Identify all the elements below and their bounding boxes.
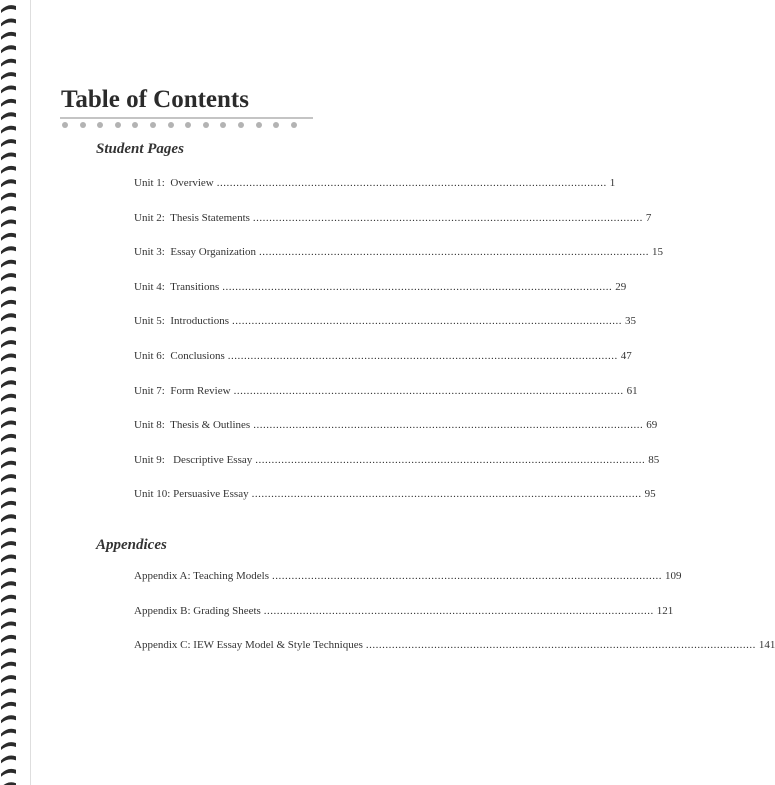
- toc-entry-page-number: 29: [615, 280, 627, 293]
- spiral-coil: [1, 45, 16, 53]
- decorative-dot: [62, 122, 68, 128]
- decorative-dot: [238, 122, 244, 128]
- decorative-dot: [291, 122, 297, 128]
- spiral-coil: [1, 193, 16, 201]
- spiral-coil: [1, 340, 16, 348]
- spiral-coil: [1, 715, 16, 723]
- toc-entry-label: Unit 5: Introductions: [134, 315, 230, 328]
- decorative-dot: [203, 122, 209, 128]
- spiral-coil: [1, 434, 16, 442]
- decorative-dot: [220, 122, 226, 128]
- spiral-coil: [1, 702, 16, 710]
- spiral-coil: [1, 662, 16, 670]
- dot-leader: ........................................................................................................................: [253, 419, 644, 432]
- spiral-coil: [1, 501, 16, 509]
- spiral-coil: [1, 394, 16, 402]
- decorative-dot: [150, 122, 156, 128]
- spiral-binding: [0, 0, 20, 785]
- decorative-dot: [115, 122, 121, 128]
- spiral-coil: [1, 153, 16, 161]
- toc-entry-label: Unit 6: Conclusions: [134, 350, 225, 362]
- spiral-coil: [1, 622, 16, 630]
- spiral-coil: [1, 648, 16, 656]
- spiral-coil: [1, 407, 16, 415]
- spiral-coil: [1, 581, 16, 589]
- toc-entry-page-number: 35: [625, 315, 637, 328]
- dot-leader: ........................................................................................................................: [255, 453, 646, 466]
- dot-leader: ........................................................................................................................: [259, 246, 649, 259]
- toc-entry-label: Appendix B: Grading Sheets: [134, 604, 261, 617]
- toc-entry-label: Unit 8: Thesis & Outlines: [134, 419, 251, 432]
- toc-entry-label: Appendix A: Teaching Models: [134, 570, 269, 582]
- spiral-coil: [1, 514, 16, 522]
- toc-entry-page-number: 47: [620, 350, 632, 362]
- dot-leader: ........................................................................................................................: [365, 639, 756, 651]
- decorative-dot: [256, 122, 262, 128]
- spiral-coil: [1, 756, 16, 764]
- spiral-coil: [1, 99, 16, 107]
- spiral-coil: [1, 72, 16, 80]
- spiral-coil: [1, 555, 16, 563]
- toc-entry: [134, 246, 663, 259]
- toc-entry: [134, 177, 616, 189]
- spiral-coil: [1, 488, 16, 496]
- spiral-coil: [1, 86, 16, 94]
- toc-entry-page-number: 69: [646, 419, 658, 432]
- spiral-coil: [1, 287, 16, 295]
- spiral-coil: [1, 220, 16, 228]
- toc-entry-page-number: 121: [656, 604, 674, 617]
- spiral-coil: [1, 313, 16, 321]
- spiral-coil: [1, 246, 16, 254]
- spiral-coil: [1, 112, 16, 120]
- toc-entry-label: Appendix C: IEW Essay Model & Style Techniques: [134, 639, 363, 651]
- spiral-coil: [1, 19, 16, 27]
- toc-entry-label: Unit 9: Descriptive Essay: [134, 453, 253, 466]
- spiral-coil: [1, 5, 16, 13]
- toc-entry-label: Unit 10: Persuasive Essay: [134, 488, 249, 501]
- toc-entry-label: Unit 1: Overview: [134, 177, 214, 189]
- decorative-dot: [80, 122, 86, 128]
- decorative-dot: [273, 122, 279, 128]
- spiral-coil: [1, 461, 16, 469]
- dot-leader: ........................................................................................................................: [252, 211, 643, 224]
- spiral-coil: [1, 260, 16, 268]
- decorative-dot: [132, 122, 138, 128]
- spiral-coil: [1, 179, 16, 187]
- toc-entry: [134, 488, 656, 501]
- decorative-dot: [97, 122, 103, 128]
- toc-entry-page-number: 1: [609, 177, 616, 189]
- toc-entry-label: Unit 7: Form Review: [134, 384, 231, 397]
- spiral-coil: [1, 541, 16, 549]
- spiral-coil: [1, 568, 16, 576]
- toc-entry: [134, 419, 658, 432]
- dot-leader: ........................................................................................................................: [222, 280, 613, 293]
- spiral-coil: [1, 595, 16, 603]
- toc-entry-page-number: 7: [645, 211, 652, 224]
- toc-entry: [134, 315, 637, 328]
- dot-leader: ........................................................................................................................: [233, 384, 624, 397]
- spiral-coil: [1, 447, 16, 455]
- spiral-coil: [1, 233, 16, 241]
- spiral-coil: [1, 126, 16, 134]
- spiral-coil: [1, 327, 16, 335]
- spiral-coil: [1, 367, 16, 375]
- toc-entry-label: Unit 3: Essay Organization: [134, 246, 256, 259]
- toc-entry-page-number: 61: [626, 384, 638, 397]
- decorative-dot: [168, 122, 174, 128]
- spiral-coil: [1, 608, 16, 616]
- dot-leader: ........................................................................................................................: [232, 315, 623, 328]
- spiral-coil: [1, 742, 16, 750]
- spiral-coil: [1, 139, 16, 147]
- toc-entry-page-number: 141: [758, 639, 775, 651]
- dot-leader: ........................................................................................................................: [227, 350, 618, 362]
- toc-entry-page-number: 109: [664, 570, 682, 582]
- spiral-coil: [1, 354, 16, 362]
- toc-entry-label: Unit 2: Thesis Statements: [134, 211, 250, 224]
- toc-entry-page-number: 15: [652, 246, 663, 259]
- dot-leader: ........................................................................................................................: [251, 488, 642, 501]
- spiral-coil: [1, 166, 16, 174]
- spiral-coil: [1, 689, 16, 697]
- page-edge: [30, 0, 31, 785]
- spiral-coil: [1, 273, 16, 281]
- spiral-coil: [1, 729, 16, 737]
- dot-leader: ........................................................................................................................: [271, 570, 662, 582]
- dot-leader: ........................................................................................................................: [216, 177, 607, 189]
- toc-entry: [134, 639, 775, 651]
- spiral-coil: [1, 635, 16, 643]
- spiral-coil: [1, 421, 16, 429]
- toc-entry: [134, 570, 682, 582]
- toc-entry: [134, 280, 627, 293]
- spiral-coil: [1, 474, 16, 482]
- toc-entry: [134, 453, 660, 466]
- toc-entry-page-number: 85: [648, 453, 660, 466]
- dot-leader: ........................................................................................................................: [263, 604, 654, 617]
- spiral-coil: [1, 59, 16, 67]
- section-heading-student-pages: Student Pages: [96, 141, 184, 157]
- spiral-coil: [1, 300, 16, 308]
- toc-entry: [134, 211, 652, 224]
- spiral-coil: [1, 206, 16, 214]
- spiral-coil: [1, 675, 16, 683]
- spiral-coil: [1, 380, 16, 388]
- toc-entry: [134, 384, 638, 397]
- title-underline: [60, 117, 313, 119]
- spiral-coil: [1, 769, 16, 777]
- spiral-coil: [1, 32, 16, 40]
- decorative-dot: [185, 122, 191, 128]
- toc-entry-label: Unit 4: Transitions: [134, 280, 220, 293]
- section-heading-appendices: Appendices: [96, 537, 167, 553]
- decorative-dot-row: [62, 122, 312, 130]
- page-title: Table of Contents: [61, 86, 249, 113]
- toc-entry: [134, 350, 632, 362]
- toc-entry: [134, 604, 674, 617]
- toc-entry-page-number: 95: [644, 488, 656, 501]
- spiral-coil: [1, 528, 16, 536]
